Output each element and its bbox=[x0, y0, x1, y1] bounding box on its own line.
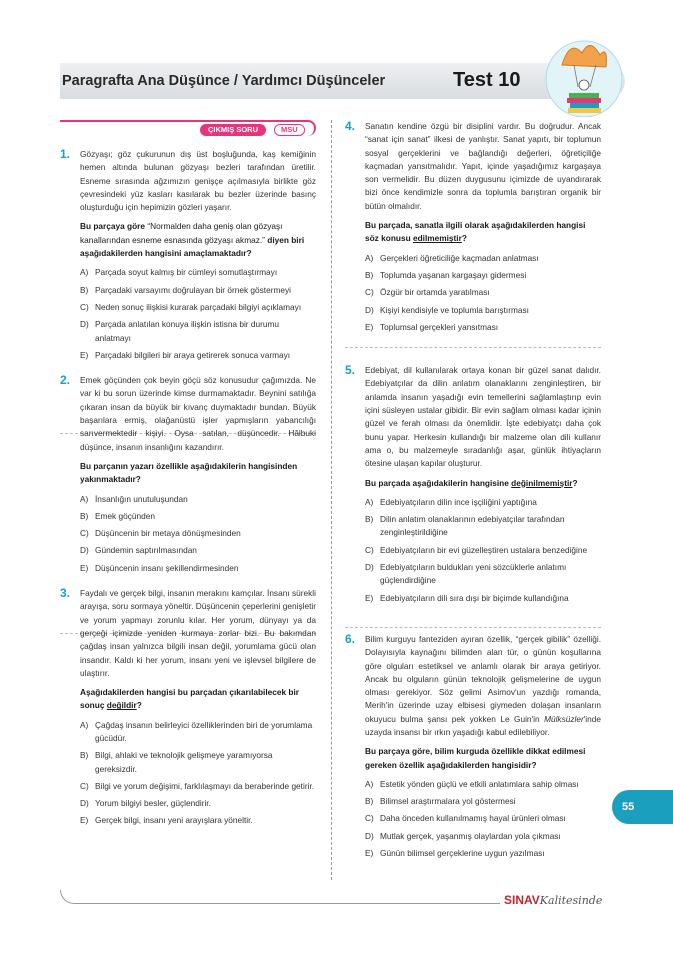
option-c[interactable]: C) Bilgi ve yorum değişimi, farklılaşmayı da beraberinde getirir. bbox=[80, 780, 315, 791]
mascot-books-icon bbox=[524, 35, 624, 117]
question-text: Emek göçünden çok beyin göçü söz konusudur çağımızda. Ne var ki bu sorun üzerinde kimse durmamaktadır. Beynini satılığa çıkaran insan da büyük bir kıvanç duymaktadır bundan. Büyük başarılara ermiş, olağanüstü işler yapmışların yabancılığı sarıvermektedir kişiyi. Oysa satılan, düşüncedir. Hâlbuki düşünce, insanın insanlığını kazandırır. bbox=[80, 375, 316, 452]
question-number: 2. bbox=[60, 373, 71, 388]
page-title: Paragrafta Ana Düşünce / Yardımcı Düşünceler bbox=[62, 73, 386, 89]
question-stem: Bu parçaya göre “Normalden daha geniş olan gözyaşı kanallarından esneme esnasında gözyaşı akmaz.” diyen biri aşağıdakilerden hangisini amaçlamaktadır? bbox=[80, 221, 305, 259]
option-a[interactable]: A) Çağdaş insanın belirleyici özelliklerinden biri de yorumlama gücüdür. bbox=[80, 719, 313, 743]
option-e[interactable]: E) Toplumsal gerçekleri yansıtması bbox=[365, 321, 499, 332]
option-d[interactable]: D) Edebiyatçıların buldukları yeni sözcüklerle anlatımı güçlendirdiğine bbox=[365, 562, 567, 586]
question-number: 3. bbox=[60, 586, 71, 601]
option-b[interactable]: B) Dilin anlatım olanaklarının edebiyatçılar tarafından zenginleştirildiğine bbox=[365, 514, 565, 538]
option-c[interactable]: C) Edebiyatçıların bir evi güzelleştiren ustalara benzediğine bbox=[365, 544, 588, 555]
question-stem: Bu parçanın yazarı özellikle aşağıdakilerin hangisinden yakınmaktadır? bbox=[80, 460, 298, 485]
column-divider bbox=[331, 120, 332, 880]
option-c[interactable]: C) Daha önceden kullanılmamış hayal ürünleri olması bbox=[365, 813, 566, 824]
question-text: Gözyaşı; göz çukurunun dış üst boşluğunda, kaş kemiğinin hemen altında bulunan gözyaşı bezleri tarafından üretilir. Esneme sırasında ağzımızın genişçe açılmasıyla birlikte göz çevresindeki yüz kasları kasılarak bu bezler üzerinde basınç oluşturduğu için hepimizin gözleri yaşarır. bbox=[80, 149, 316, 213]
option-c[interactable]: C) Özgür bir ortamda yaratılması bbox=[365, 287, 490, 298]
option-b[interactable]: B) Bilgi, ahlaki ve teknolojik gelişmeye yaramıyorsa gereksizdir. bbox=[80, 750, 273, 774]
option-d[interactable]: D) Kişiyi kendisiyle ve toplumla barıştırması bbox=[365, 304, 529, 315]
question-stem: Bu parçada aşağıdakilerin hangisine değinilmemiştir? bbox=[365, 477, 578, 488]
question-stem: Aşağıdakilerden hangisi bu parçadan çıkarılabilecek bir sonuç değildir? bbox=[80, 687, 300, 711]
option-b[interactable]: B) Toplumda yaşanan kargaşayı gidermesi bbox=[365, 269, 527, 280]
question-text: Edebiyat, dil kullanılarak ortaya konan bir güzel sanat dalıdır. Edebiyatçılar da dilin anlatım olanaklarını zenginleştiren, bir anlamda insanın yaşadığı evin temellerini sağlamlaştırıp evin içini süsleyen ustalar gibidir. Bir evin sağlam olması kadar içinin güzel ve ferah olması da önemlidir. İşte edebiyatçı daha çok bunu yapar. Herkesin kullandığı bir malzeme olan dili kullanır ama o, bu malzemeyle sıradanlığı aşar, günlük ihtiyaçların ötesine ulaşan kapılar oluşturur. bbox=[365, 365, 601, 469]
option-a[interactable]: A) Parçada soyut kalmış bir cümleyi somutlaştırmayı bbox=[80, 267, 278, 278]
option-a[interactable]: A) Edebiyatçıların dilin ince işçiliğini yaptığına bbox=[365, 496, 537, 507]
option-e[interactable]: E) Düşüncenin insanı şekillendirmesinden bbox=[80, 562, 239, 573]
left-column bbox=[60, 120, 316, 838]
option-b[interactable]: B) Parçadaki varsayımı doğrulayan bir örnek göstermeyi bbox=[80, 284, 291, 295]
question-1 bbox=[60, 148, 316, 362]
question-number: 1. bbox=[60, 147, 71, 161]
question-text: Sanatın kendine özgü bir disiplini vardır. Bu doğrudur. Ancak “sanat için sanat” ilkesi de yanlıştır. Sanat yapıtı, bir toplumun sosyal gerçeklerini ve bağlandığı değerleri, öğretiçiliğe kaçmadan yansıtmalıdır. Yapıt, içinde yaşadığımız kargaşaya son vermelidir. Bu düzen duygusunu içimizde de uyandırarak bizi önce kendimizle sonra da toplumla barıştıran organik bir bütün olmalıdır. bbox=[365, 121, 601, 211]
question-text: Bilim kurguyu fanteziden ayıran özellik, “gerçek gibilik” özelliği. Dolayısıyla kaynağını bilimden alan tür, o günün koşullarına göre olguları estetiksel ve anlamlı olarak bir araya getiriyor. Ancak bu olguların günün teknolojik gelişmelerine de uygun olması gerekiyor. Söz gelimi Asimov'un yazdığı romanda, Merih'in üzerinde uzay elbisesi giymeden dolaşan insanların okuyucu bulma şansı pek yokken Le Guin'in Mülksüzler'inde uzayda insansı bir ırkın yaşadığı kabul edilebiliyor. bbox=[365, 633, 601, 737]
option-e[interactable]: E) Günün bilimsel gerçeklerine uygun yazılması bbox=[365, 848, 545, 859]
question-stem: Bu parçada, sanatla ilgili olarak aşağıdakilerden hangisi söz konusu edilmemiştir? bbox=[365, 220, 586, 244]
option-d[interactable]: D) Parçada anlatılan konuya ilişkin istisna bir durumu anlatmayı bbox=[80, 319, 280, 343]
option-e[interactable]: E) Gerçek bilgi, insanı yeni arayışlara yöneltir. bbox=[80, 815, 253, 826]
option-a[interactable]: A) İnsanlığın unutuluşundan bbox=[80, 493, 188, 504]
option-a[interactable]: A) Estetik yönden güçlü ve etkili anlatımlara sahip olması bbox=[365, 778, 579, 789]
option-e[interactable]: E) Edebiyatçıların dili sıra dışı bir biçimde kullandığına bbox=[365, 592, 569, 603]
option-c[interactable]: C) Neden sonuç ilişkisi kurarak parçadaki bilgiyi açıklamayı bbox=[80, 301, 302, 312]
question-6 bbox=[345, 633, 601, 860]
option-b[interactable]: B) Bilimsel araştırmalara yol göstermesi bbox=[365, 796, 516, 807]
question-number: 5. bbox=[345, 363, 356, 378]
question-5 bbox=[345, 364, 601, 605]
option-a[interactable]: A) Gerçekleri öğreticiliğe kaçmadan anlatması bbox=[365, 252, 539, 263]
question-stem: Bu parçaya göre, bilim kurguda özellikle dikkat edilmesi gereken özellik aşağıdakilerden hangisidir? bbox=[365, 746, 586, 770]
test-label: Test 10 bbox=[453, 69, 521, 91]
question-number: 6. bbox=[345, 631, 356, 646]
option-d[interactable]: D) Gündemin saptırılmasından bbox=[80, 545, 197, 556]
option-c[interactable]: C) Düşüncenin bir metaya dönüşmesinden bbox=[80, 528, 241, 539]
brand-logo: SINAVKalitesinde bbox=[500, 893, 606, 907]
option-d[interactable]: D) Mutlak gerçek, yaşanmış olaylardan yola çıkması bbox=[365, 830, 561, 841]
option-e[interactable]: E) Parçadaki bilgileri bir araya getirerek sonuca varmayı bbox=[80, 349, 291, 360]
question-3 bbox=[60, 587, 316, 828]
cikmis-soru-banner bbox=[60, 120, 316, 138]
msu-badge: MSÜ bbox=[274, 124, 305, 136]
question-4 bbox=[345, 120, 601, 334]
page-number: 55 bbox=[612, 790, 673, 824]
cikmis-soru-badge: ÇIKMIŞ SORU bbox=[200, 124, 266, 136]
option-d[interactable]: D) Yorum bilgiyi besler, güçlendirir. bbox=[80, 798, 211, 809]
question-2 bbox=[60, 374, 316, 575]
right-column bbox=[345, 120, 601, 870]
question-number: 4. bbox=[345, 119, 356, 133]
option-b[interactable]: B) Emek göçünden bbox=[80, 510, 155, 521]
question-text: Faydalı ve gerçek bilgi, insanın merakını kamçılar. İnsanı sürekli arayışa, soru sormaya yöneltir. Düşüncenin çeperlerini genişletir ve yorum yapmayı zorunlu kılar. Her yorum, dünyayı ya da gerçeği içimizde yeniden kurmaya zorlar bizi. Bu bakımdan çağdaş insan yalnızca bilgili insan değil, yorumlama gücü olan insandır. Kaldı ki her yorum, insanı yeni ve işlevsel bilgilere de ulaştırır. bbox=[80, 588, 316, 678]
